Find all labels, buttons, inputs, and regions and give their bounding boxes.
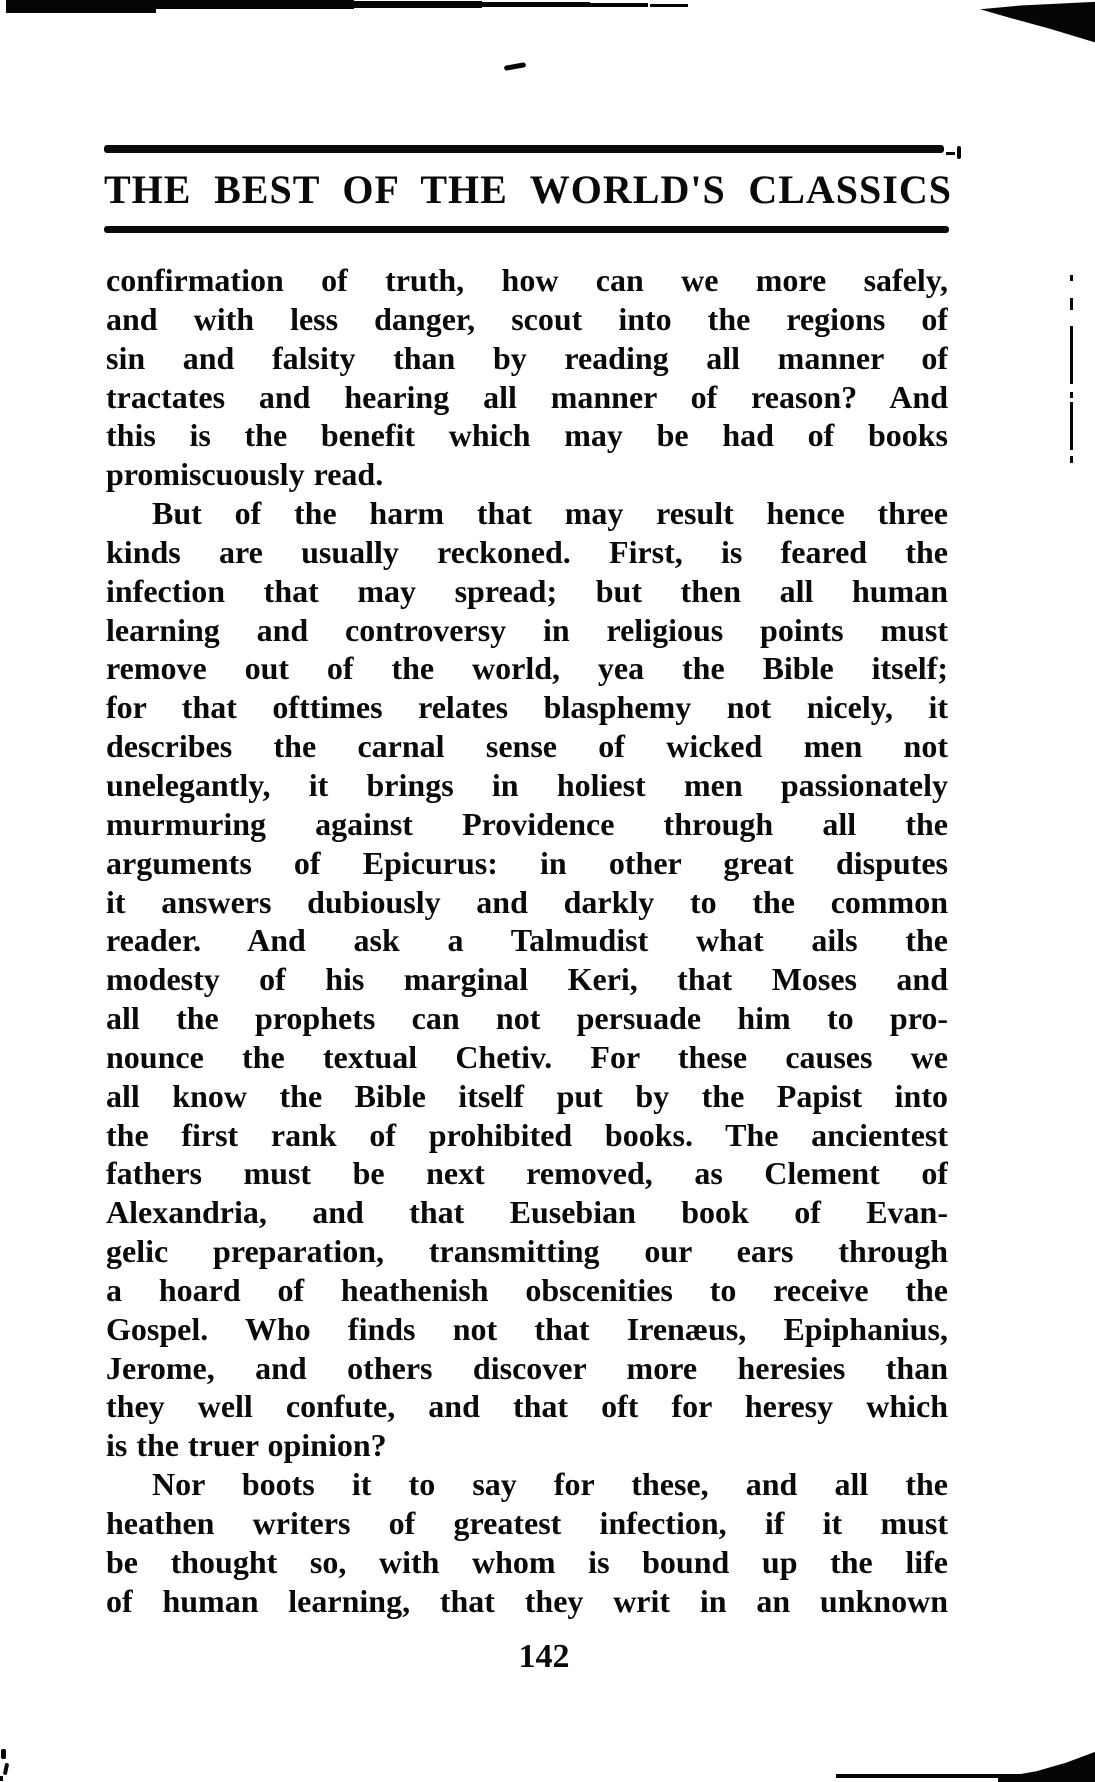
text-line: for that ofttimes relates blasphemy not nicely, it <box>106 689 948 726</box>
text-line: gelic preparation, transmitting our ears through <box>106 1233 948 1270</box>
text-line: reader. And ask a Talmudist what ails the <box>106 922 948 959</box>
scan-artifact-top-band <box>352 1 482 8</box>
text-line: modesty of his marginal Keri, that Moses and <box>106 961 948 998</box>
scan-artifact-page-edge <box>1070 275 1073 281</box>
text-line: arguments of Epicurus: in other great disputes <box>106 844 948 881</box>
page-body-text <box>106 261 948 1621</box>
text-line: it answers dubiously and darkly to the common <box>106 883 948 920</box>
text-line: they well confute, and that oft for heresy which <box>106 1388 948 1425</box>
text-line: nounce the textual Chetiv. For these causes we <box>106 1038 948 1075</box>
scan-artifact-top-band <box>480 2 590 7</box>
text-line: fathers must be next removed, as Clement of <box>106 1155 948 1192</box>
scan-artifact-smudge <box>504 62 527 71</box>
scan-artifact-bottom-line <box>836 1774 1020 1778</box>
text-line: unelegantly, it brings in holiest men passionately <box>106 766 948 803</box>
scan-artifact-speck <box>1 1749 6 1759</box>
scan-artifact-rule-tail <box>946 152 955 155</box>
scan-artifact-page-edge <box>1070 456 1073 463</box>
text-line: learning and controversy in religious points must <box>106 611 948 648</box>
text-line: kinds are usually reckoned. First, is feared the <box>106 533 948 570</box>
page-number: 142 <box>518 1638 570 1675</box>
text-line: confirmation of truth, how can we more safely, <box>106 262 948 298</box>
text-line: describes the carnal sense of wicked men not <box>106 728 948 765</box>
scan-artifact-rule-tail <box>957 146 961 159</box>
scan-artifact-speck <box>3 1763 9 1776</box>
text-line: infection that may spread; but then all human <box>106 572 948 609</box>
scan-artifact-top-band <box>588 3 648 7</box>
text-line: Jerome, and others discover more heresies than <box>106 1349 948 1386</box>
text-line: of human learning, that they writ in an unknown <box>106 1582 948 1619</box>
text-line: promiscuously read. <box>106 456 384 493</box>
text-line: and with less danger, scout into the regions of <box>106 300 948 337</box>
text-line: sin and falsity than by reading all manner of <box>106 339 948 376</box>
text-line: Gospel. Who finds not that Irenæus, Epiphanius, <box>106 1310 948 1347</box>
scan-artifact-page-edge <box>1070 402 1073 450</box>
scan-artifact-top-band <box>650 4 688 7</box>
text-line: the first rank of prohibited books. The ancientest <box>106 1116 948 1153</box>
text-line: all know the Bible itself put by the Papist into <box>106 1077 948 1114</box>
text-line: tractates and hearing all manner of reason? And <box>106 378 948 415</box>
text-line: murmuring against Providence through all the <box>106 805 948 842</box>
scan-artifact-bottom-right-corner <box>998 1750 1095 1782</box>
text-line: a hoard of heathenish obscenities to receive the <box>106 1271 948 1308</box>
scan-artifact-top-band <box>6 0 156 13</box>
text-line: heathen writers of greatest infection, if it must <box>106 1505 948 1541</box>
text-line: remove out of the world, yea the Bible itself; <box>106 650 948 687</box>
text-line: Nor boots it to say for these, and all the <box>152 1466 948 1503</box>
scan-artifact-page-edge <box>1070 326 1073 384</box>
text-line: this is the benefit which may be had of books <box>106 417 948 454</box>
text-line: But of the harm that may result hence three <box>152 495 948 532</box>
running-head-title: THE BEST OF THE WORLD'S CLASSICS <box>104 167 952 212</box>
scan-artifact-page-edge <box>1070 392 1073 398</box>
header-rule-top <box>104 145 944 153</box>
header-rule-bottom <box>104 226 949 233</box>
text-line: be thought so, with whom is bound up the life <box>106 1543 948 1580</box>
scan-artifact-top-right-corner <box>980 0 1095 46</box>
text-line: Alexandria, and that Eusebian book of Evan- <box>106 1194 948 1231</box>
scan-artifact-speck <box>0 1776 3 1781</box>
scan-artifact-top-band <box>154 0 354 9</box>
text-line: is the truer opinion? <box>106 1427 387 1464</box>
scan-artifact-page-edge <box>1070 298 1073 310</box>
text-line: all the prophets can not persuade him to pro- <box>106 1000 948 1037</box>
